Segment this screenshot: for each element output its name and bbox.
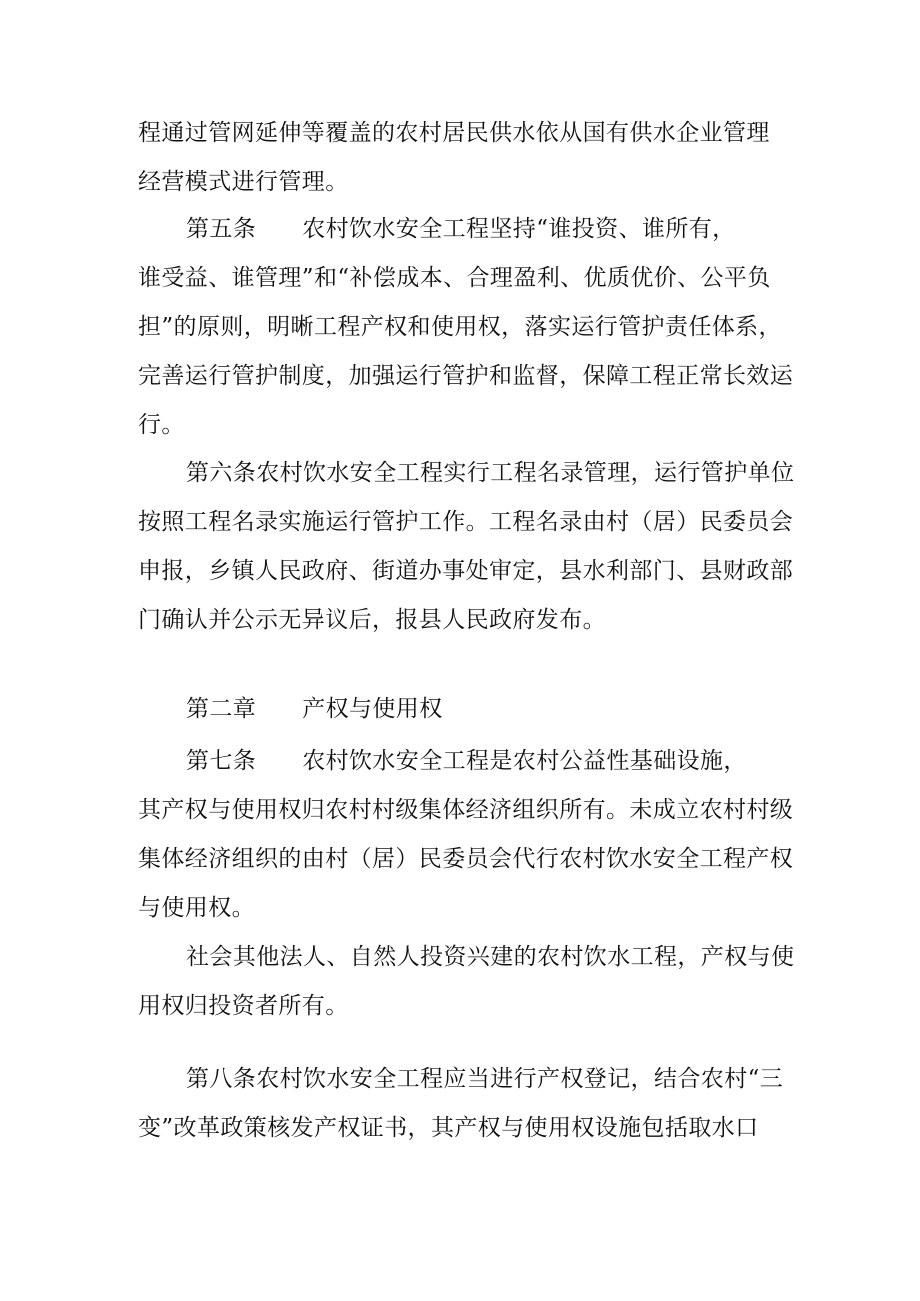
paragraph-line: 行。	[138, 412, 185, 438]
paragraph-line: 集体经济组织的由村（居）民委员会代行农村饮水安全工程产权	[138, 846, 794, 872]
chapter-2-label: 第二章	[186, 696, 257, 722]
paragraph-line: 变”改革政策核发产权证书，其产权与使用权设施包括取水口	[138, 1115, 759, 1141]
paragraph-line: 按照工程名录实施运行管护工作。工程名录由村（居）民委员会	[138, 509, 794, 535]
paragraph-line: 申报，乡镇人民政府、街道办事处审定，县水利部门、县财政部	[138, 558, 794, 584]
paragraph-line: 程通过管网延伸等覆盖的农村居民供水依从国有供水企业管理	[138, 120, 770, 146]
paragraph-line: 用权归投资者所有。	[138, 993, 349, 1019]
paragraph-line: 与使用权。	[138, 895, 255, 921]
paragraph-line: 谁受益、谁管理”和“补偿成本、合理盈利、优质优价、公平负	[138, 265, 771, 291]
paragraph-line: 第八条农村饮水安全工程应当进行产权登记，结合农村“三	[186, 1066, 784, 1092]
paragraph-line: 社会其他法人、自然人投资兴建的农村饮水工程，产权与使	[186, 944, 795, 970]
article-7-label: 第七条	[186, 748, 257, 774]
article-7-text: 农村饮水安全工程是农村公益性基础设施，	[302, 748, 747, 774]
chapter-2-heading	[186, 694, 443, 724]
paragraph-line: 门确认并公示无异议后，报县人民政府发布。	[138, 607, 606, 633]
paragraph-line: 担”的原则，明晰工程产权和使用权，落实运行管护责任体系，	[138, 314, 782, 340]
article-7-heading	[186, 746, 747, 776]
paragraph-line: 第六条农村饮水安全工程实行工程名录管理，运行管护单位	[186, 460, 795, 486]
article-5-heading	[186, 214, 736, 244]
paragraph-line: 其产权与使用权归农村村级集体经济组织所有。未成立农村村级	[138, 797, 794, 823]
article-5-label: 第五条	[186, 216, 257, 242]
paragraph-line: 完善运行管护制度，加强运行管护和监督，保障工程正常长效运	[138, 363, 794, 389]
article-5-text: 农村饮水安全工程坚持“谁投资、谁所有，	[302, 216, 736, 242]
paragraph-line: 经营模式进行管理。	[138, 169, 349, 195]
chapter-2-title: 产权与使用权	[302, 696, 443, 722]
